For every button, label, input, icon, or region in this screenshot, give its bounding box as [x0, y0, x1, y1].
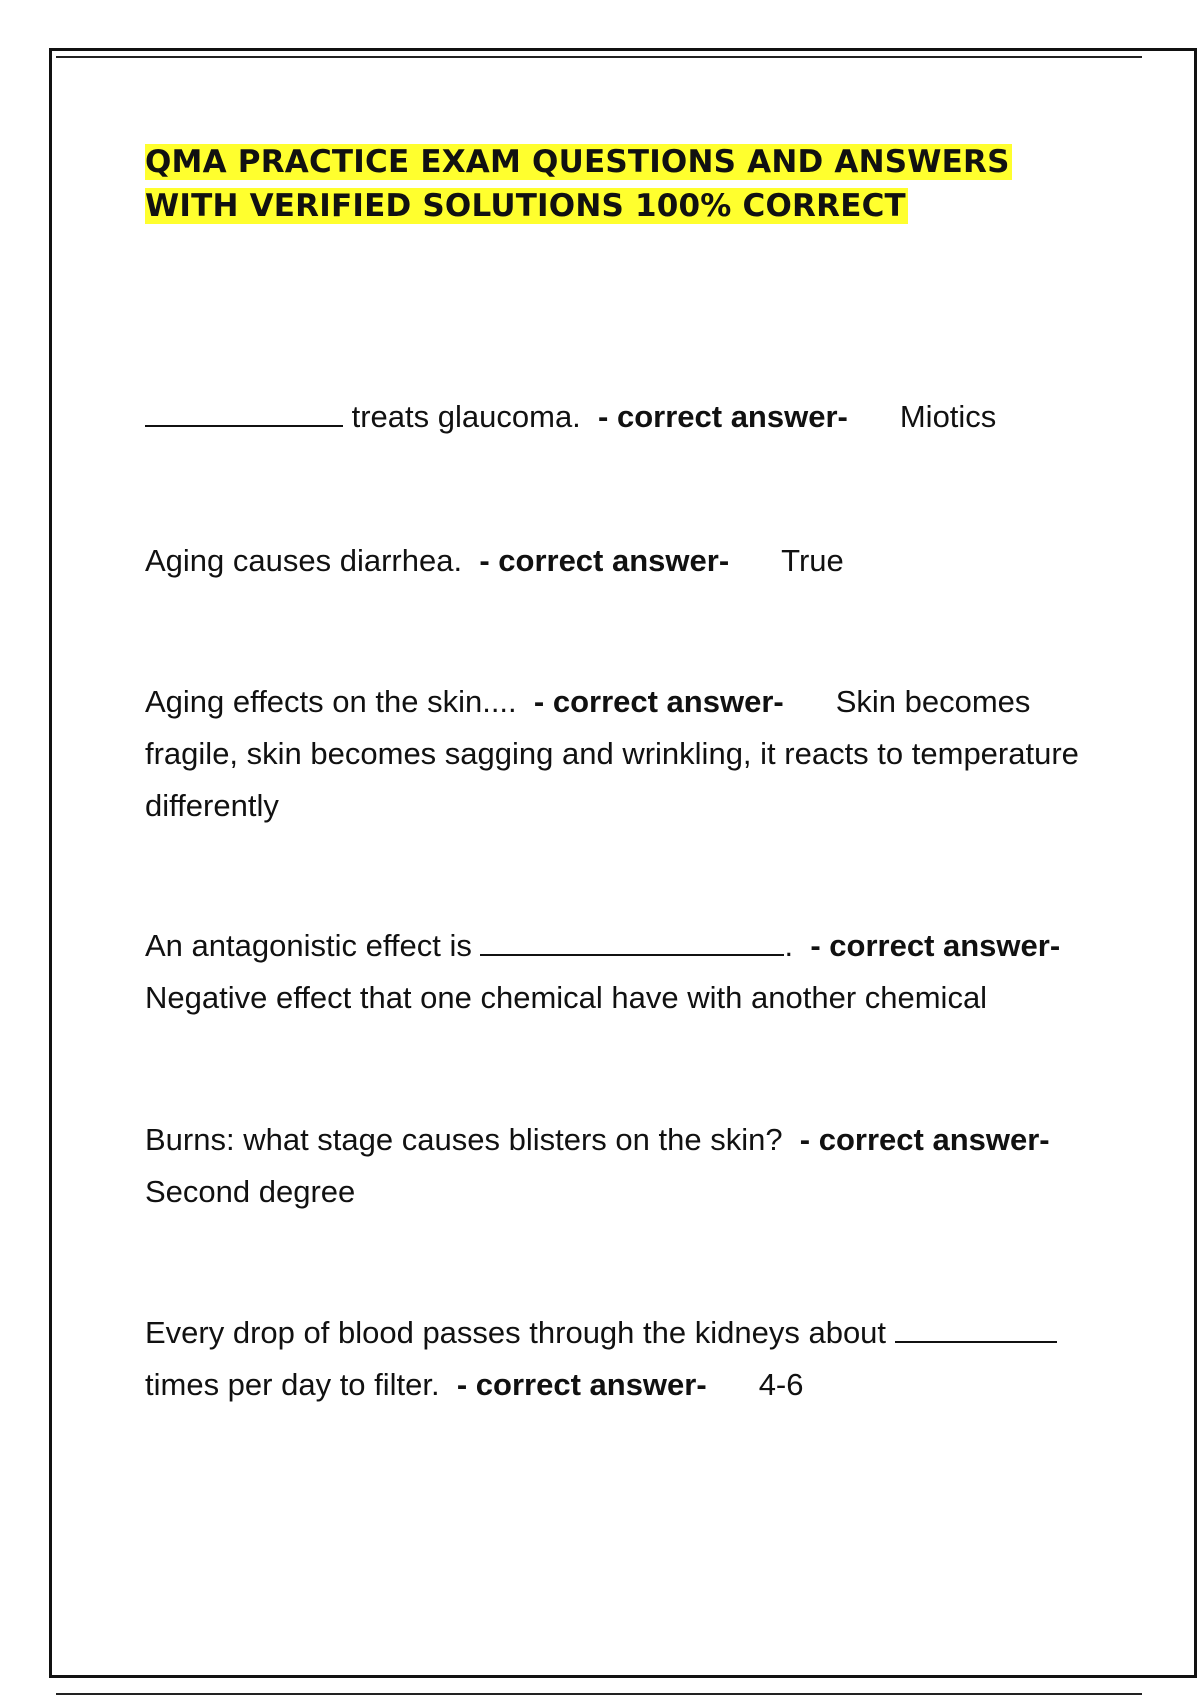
title-line-1: QMA PRACTICE EXAM QUESTIONS AND ANSWERS — [145, 144, 1010, 180]
question-text: Aging effects on the skin.... — [145, 684, 517, 719]
answer-text: True — [781, 543, 844, 578]
answer-text: Negative effect that one chemical have with another chemical — [145, 980, 988, 1015]
answer-text: Miotics — [899, 399, 997, 434]
question-text: Burns: what stage causes blisters on the skin? — [145, 1122, 783, 1157]
question-text-before: Every drop of blood passes through the kidneys about — [145, 1315, 887, 1350]
answer-label: - correct answer- — [799, 1122, 1050, 1157]
qa-item-aging-skin — [145, 676, 1105, 832]
answer-text: Skin becomes fragile, skin becomes sagging and wrinkling, it reacts to temperature differently — [145, 684, 1079, 823]
qa-item-glaucoma — [145, 391, 1105, 443]
answer-label: - correct answer- — [810, 928, 1061, 963]
fill-in-blank — [145, 399, 343, 427]
bottom-rule — [56, 1693, 1142, 1695]
answer-label: - correct answer- — [533, 684, 784, 719]
qa-item-kidneys — [145, 1307, 1105, 1411]
top-rule — [56, 56, 1142, 58]
title-line-2: WITH VERIFIED SOLUTIONS 100% CORRECT — [145, 188, 906, 224]
answer-label: - correct answer- — [456, 1367, 707, 1402]
question-text-before: An antagonistic effect is — [145, 928, 472, 963]
page-border — [49, 48, 1197, 1678]
qa-item-burns — [145, 1114, 1105, 1218]
document-title — [145, 140, 1075, 228]
answer-text: 4-6 — [758, 1367, 804, 1402]
question-text: treats glaucoma. — [351, 399, 581, 434]
answer-label: - correct answer- — [479, 543, 730, 578]
answer-label: - correct answer- — [598, 399, 848, 434]
fill-in-blank — [895, 1315, 1057, 1343]
question-text-after: . — [784, 928, 794, 963]
question-text-after: times per day to filter. — [145, 1367, 440, 1402]
question-text: Aging causes diarrhea. — [145, 543, 463, 578]
fill-in-blank — [480, 928, 784, 956]
qa-item-antagonistic-effect — [145, 920, 1105, 1024]
answer-text: Second degree — [145, 1174, 356, 1209]
qa-item-aging-diarrhea — [145, 535, 1105, 587]
